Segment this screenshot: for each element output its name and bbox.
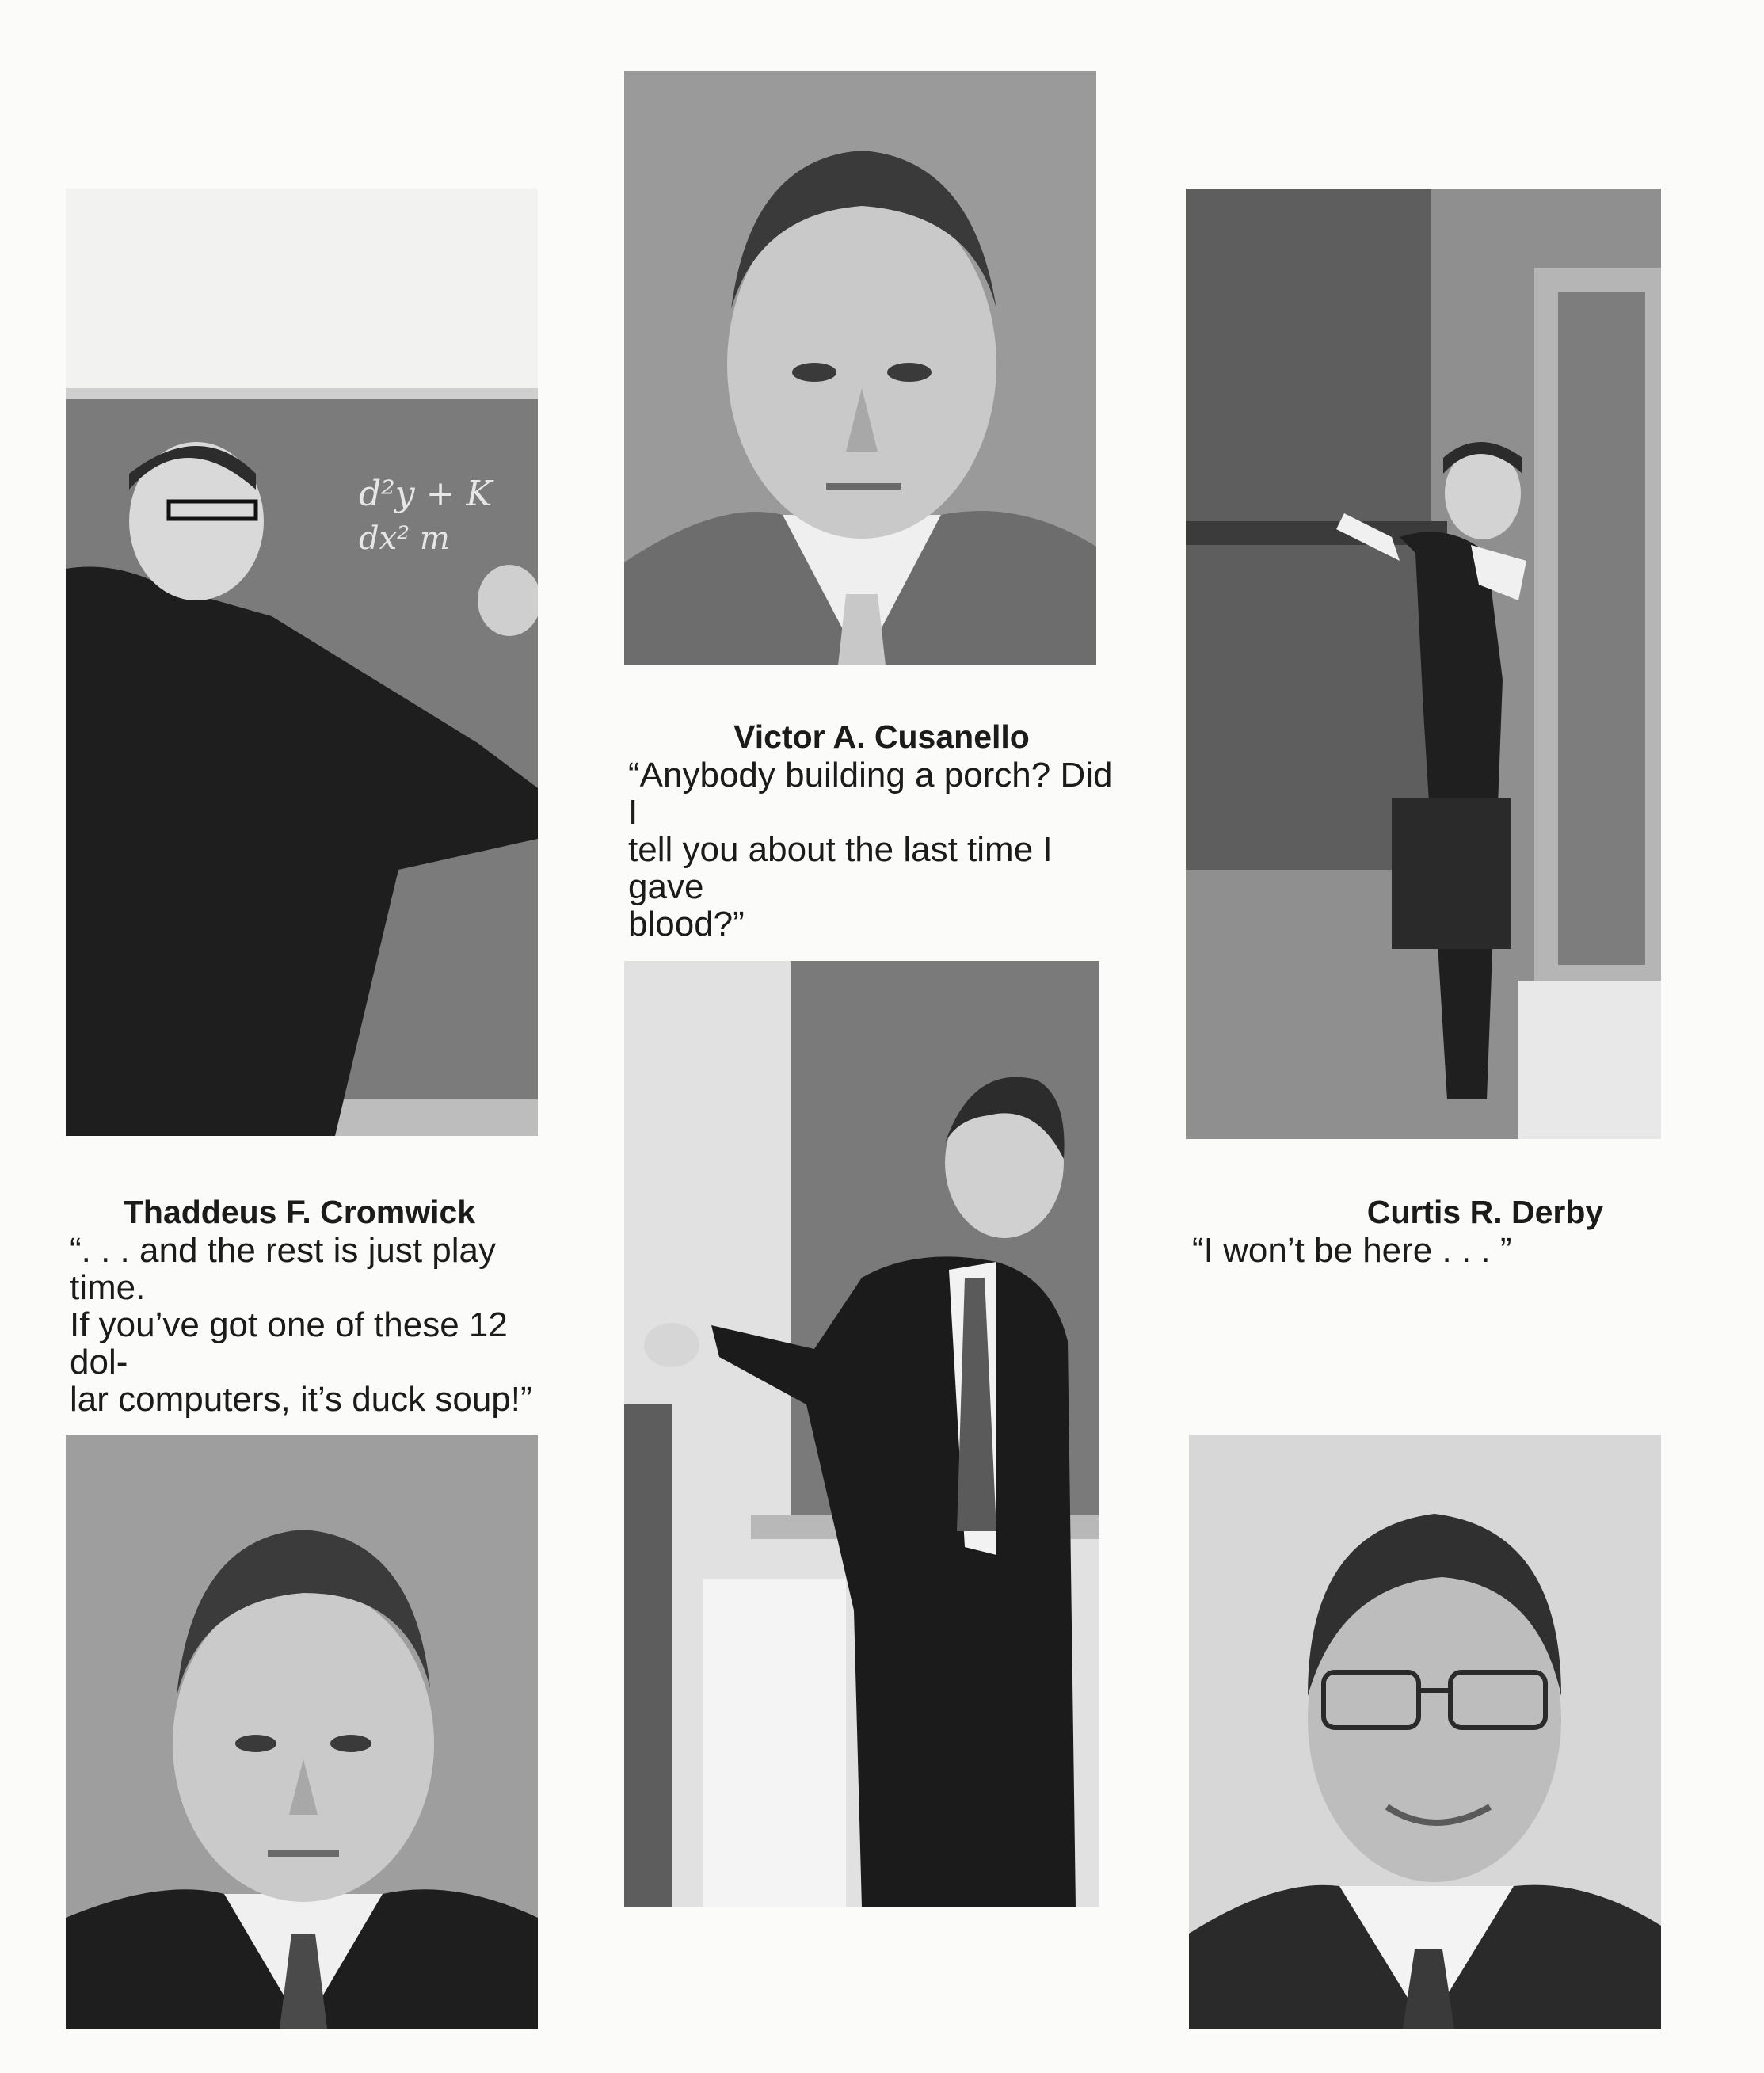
- photo-cromwick-at-blackboard: [66, 189, 538, 1136]
- caption-cromwick: [70, 1192, 561, 1418]
- svg-text:d²y + K: d²y + K: [359, 474, 493, 514]
- photo-cusanello-pointing: [624, 961, 1099, 1907]
- faculty-quote-line: tell you about the last time I gave: [628, 830, 1053, 906]
- faculty-name: Victor A. Cusanello: [733, 718, 1030, 755]
- faculty-name: Thaddeus F. Cromwick: [123, 1194, 476, 1230]
- photo-cusanello-portrait: [624, 71, 1096, 665]
- faculty-quote-line: blood?”: [628, 905, 745, 943]
- faculty-quote-line: “Anybody building a porch? Did I: [628, 756, 1113, 832]
- photo-cromwick-portrait: [66, 1435, 538, 2029]
- caption-cusanello: [628, 717, 1119, 943]
- faculty-quote-line: If you’ve got one of these 12 dol-: [70, 1305, 508, 1381]
- photo-derby-portrait: [1189, 1435, 1661, 2029]
- faculty-quote-line: “I won’t be here . . . ”: [1192, 1231, 1512, 1270]
- photo-derby-at-blackboard: [1186, 189, 1661, 1139]
- caption-derby: [1192, 1192, 1683, 1269]
- faculty-quote-line: “. . . and the rest is just play time.: [70, 1231, 497, 1307]
- svg-text:dx² m: dx² m: [359, 520, 450, 557]
- faculty-name: Curtis R. Derby: [1366, 1194, 1604, 1230]
- faculty-quote-line: lar computers, it’s duck soup!”: [70, 1380, 532, 1419]
